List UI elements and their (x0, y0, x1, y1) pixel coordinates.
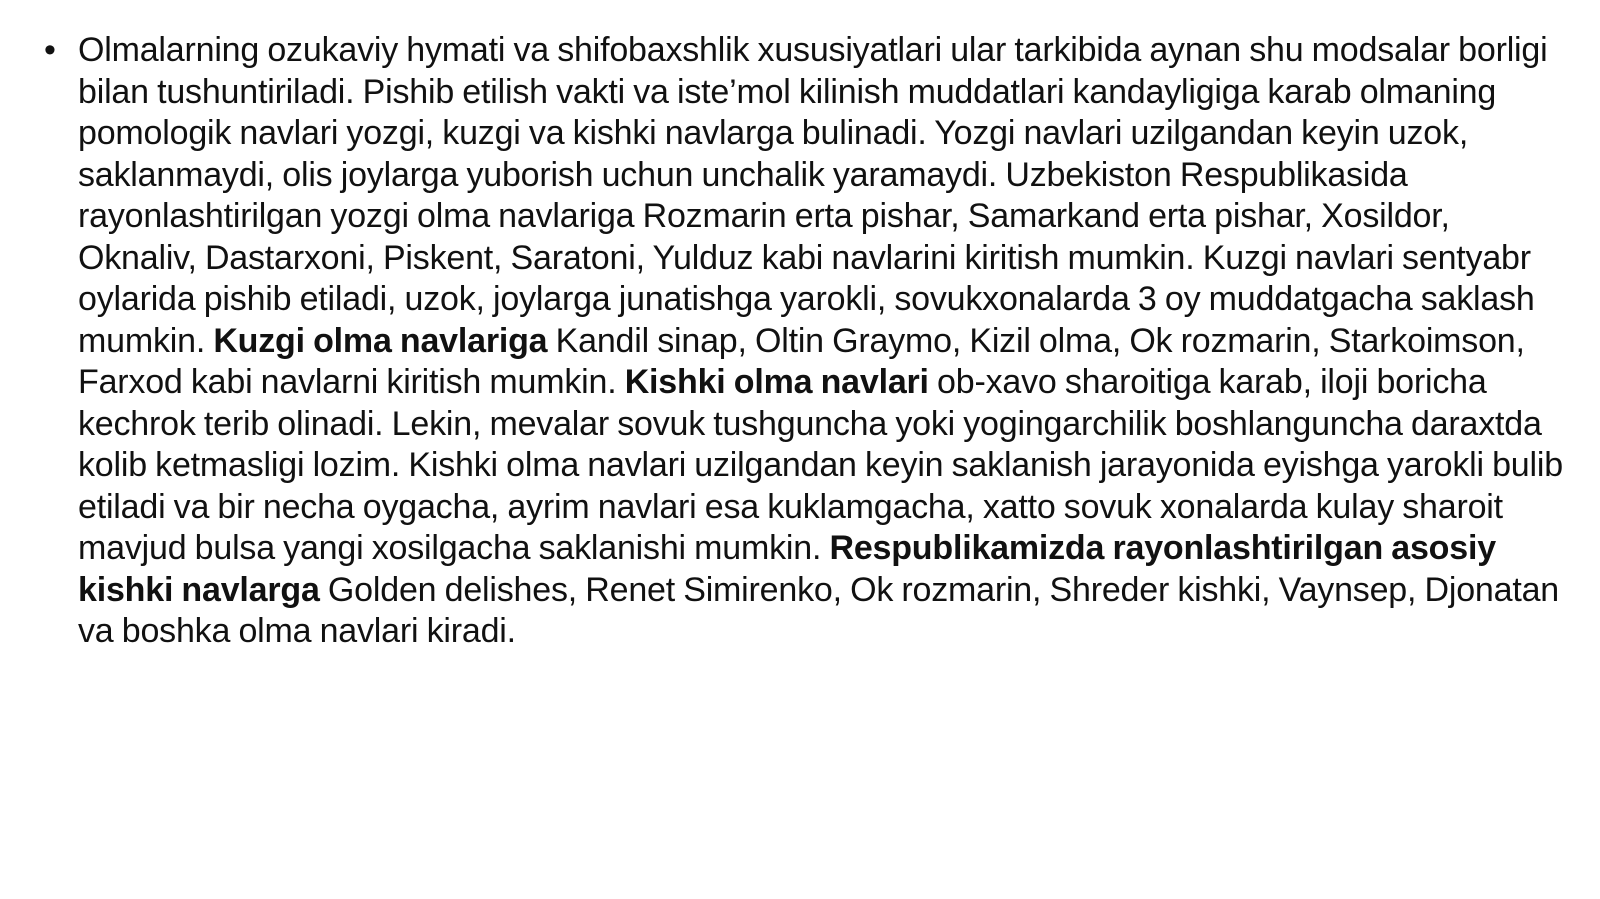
text-run-4: Golden delishes, Renet Simirenko, Ok rozmarin, Shreder kishki, Vaynsep, Djonatan va boshka olma navlari kiradi. (78, 570, 1560, 650)
bold-run-republic-winter-varieties: Respublikamizda rayonlashtirilgan asosiy kishki navlarga (78, 529, 1496, 609)
bold-run-winter-varieties: Kishki olma navlari (624, 363, 929, 401)
bullet-dot-icon: • (44, 31, 56, 69)
text-run-2: Kandil sinap, Oltin Graymo, Kizil olma, Ok rozmarin, Starkoimson, Farxod kabi navlarni kiritish mumkin. (78, 321, 1525, 401)
text-run-1: Olmalarning ozukaviy hymati va shifobaxshlik xususiyatlari ular tarkibida aynan shu modsalar borligi bilan tushuntiriladi. Pishib etilish vakti va iste’mol kilinish muddatlari kandayligiga karab olmaning pomologik navlari yozgi, kuzgi va kishki navlarga bulinadi. Yozgi navlari uzilgandan keyin uzok, saklanmaydi, olis joylarga yuborish uchun unchalik yaramaydi. Uzbekiston Respublikasida rayonlashtirilgan yozgi olma navlariga Rozmarin erta pishar, Samarkand erta pishar, Xosildor, Oknaliv, Dastarxoni, Piskent, Saratoni, Yulduz kabi navlarini kiritish mumkin. Kuzgi navlari sentyabr oylarida pishib etiladi, uzok, joylarga junatishga yarokli, sovukxonalarda 3 oy muddatgacha saklash mumkin. (78, 31, 1548, 360)
bullet-list (44, 30, 1564, 653)
body-paragraph (78, 30, 1564, 653)
bullet-item (44, 30, 1564, 653)
bold-run-autumn-varieties: Kuzgi olma navlariga (213, 321, 548, 360)
text-run-3: ob-xavo sharoitiga karab, iloji boricha kechrok terib olinadi. Lekin, mevalar sovuk tushguncha yoki yogingarchilik boshlanguncha daraxtda kolib ketmasligi lozim. Kishki olma navlari uzilgandan keyin saklanish jarayonida eyishga yarokli bulib etiladi va bir necha oygacha, ayrim navlari esa kuklamgacha, xatto sovuk xonalarda kulay sharoit mavjud bulsa yangi xosilgacha saklanishi mumkin. (78, 363, 1563, 567)
